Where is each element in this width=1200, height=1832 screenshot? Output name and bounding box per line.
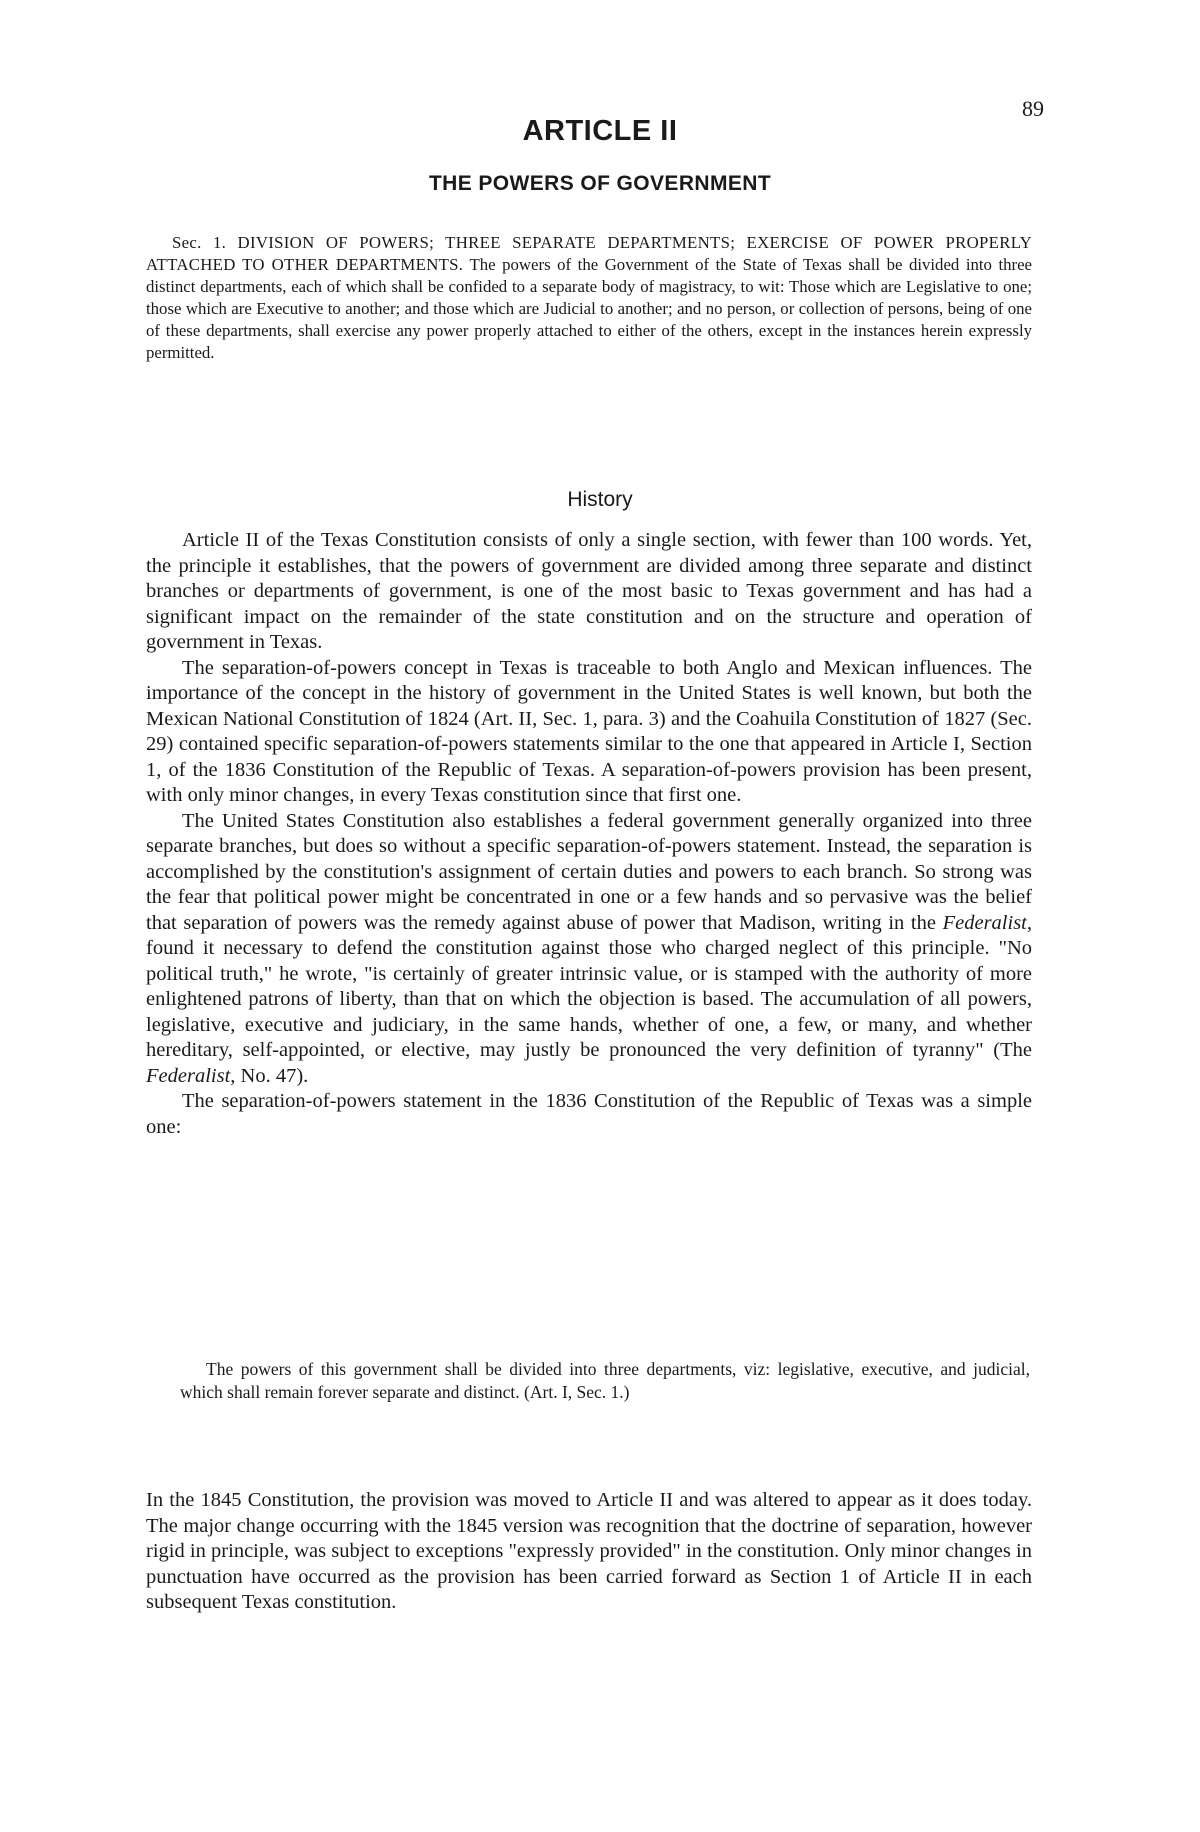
constitution-quote: The powers of this government shall be divided into three departments, viz: legislative, executive, and judicial, which shall remain forever separate and distinct. (Art. I, Sec. 1.): [180, 1359, 1030, 1402]
page-number: 89: [1022, 96, 1044, 121]
article-subtitle: THE POWERS OF GOVERNMENT: [428, 172, 772, 195]
paragraph: Article II of the Texas Constitution consists of only a single section, with fewer than 100 words. Yet, the principle it establishes, that the powers of government are divided among three separate and distinct branches or departments of government, is one of the most basic to Texas government and has had a significant impact on the remainder of the state constitution and on the structure and operation of government in Texas.: [146, 529, 1032, 653]
section-heading: Sec. 1. DIVISION OF POWERS; THREE SEPARATE DEPARTMENTS; EXERCISE OF POWER PROPERLY ATTACHED TO OTHER DEPARTMENTS.: [146, 233, 1032, 274]
article-title: ARTICLE II: [522, 115, 678, 147]
section-text: [146, 232, 1032, 364]
paragraph-text: No. 47).: [235, 1064, 309, 1087]
history-heading: History: [567, 488, 633, 511]
federalist-title: Federalist,: [146, 1064, 236, 1087]
paragraph-madison: [146, 809, 1032, 1090]
paragraph-text: The United States Constitution also establishes a federal government generally organized into three separate branches, but does so without a specific separation-of-powers statement. Instead, the separation is accomplished by the constitution's assignment of certain duties and powers to each branch. So strong was the fear that political power might be concentrated in one or a few hands and so pervasive was the belief that separation of powers was the remedy against abuse of power that Madison, writing in the: [146, 809, 1032, 934]
paragraph: The separation-of-powers statement in the 1836 Constitution of the Republic of Texas was a simple one:: [146, 1090, 1032, 1138]
closing-paragraph: In the 1845 Constitution, the provision was moved to Article II and was altered to appear as it does today. The major change occurring with the 1845 version was recognition that the doctrine of separation, however rigid in principle, was subject to exceptions "expressly provided" in the constitution. Only minor changes in punctuation have occurred as the provision has been carried forward as Section 1 of Article II in each subsequent Texas constitution.: [146, 1489, 1032, 1613]
commentary: [146, 528, 1032, 1140]
paragraph-text: found it necessary to defend the constitution against those who charged neglect of this principle. "No political truth," he wrote, "is certainly of greater intrinsic value, or is stamped with the authority of more enlightened patrons of liberty, than that on which the objection is based. The accumulation of all powers, legislative, executive and judiciary, in the same hands, whether of one, a few, or many, and whether hereditary, self-appointed, or elective, may justly be pronounced the very definition of tyranny" (The: [146, 937, 1032, 1061]
paragraph: The separation-of-powers concept in Texas is traceable to both Anglo and Mexican influences. The importance of the concept in the history of government in the United States is well known, but both the Mexican National Constitution of 1824 (Art. II, Sec. 1, para. 3) and the Coahuila Constitution of 1827 (Sec. 29) contained specific separation-of-powers statements similar to the one that appeared in Article I, Section 1, of the 1836 Constitution of the Republic of Texas. A separation-of-powers provision has been present, with only minor changes, in every Texas constitution since that first one.: [146, 656, 1032, 806]
section-body: The powers of the Government of the State of Texas shall be divided into three distinct departments, each of which shall be confided to a separate body of magistracy, to wit: Those which are Legislative to one; those which are Executive to another; and those which are Judicial to another; and no person, or collection of persons, being of one of these departments, shall exercise any power properly attached to either of the others, except in the instances herein expressly permitted.: [146, 255, 1032, 362]
federalist-title: Federalist,: [942, 911, 1032, 934]
